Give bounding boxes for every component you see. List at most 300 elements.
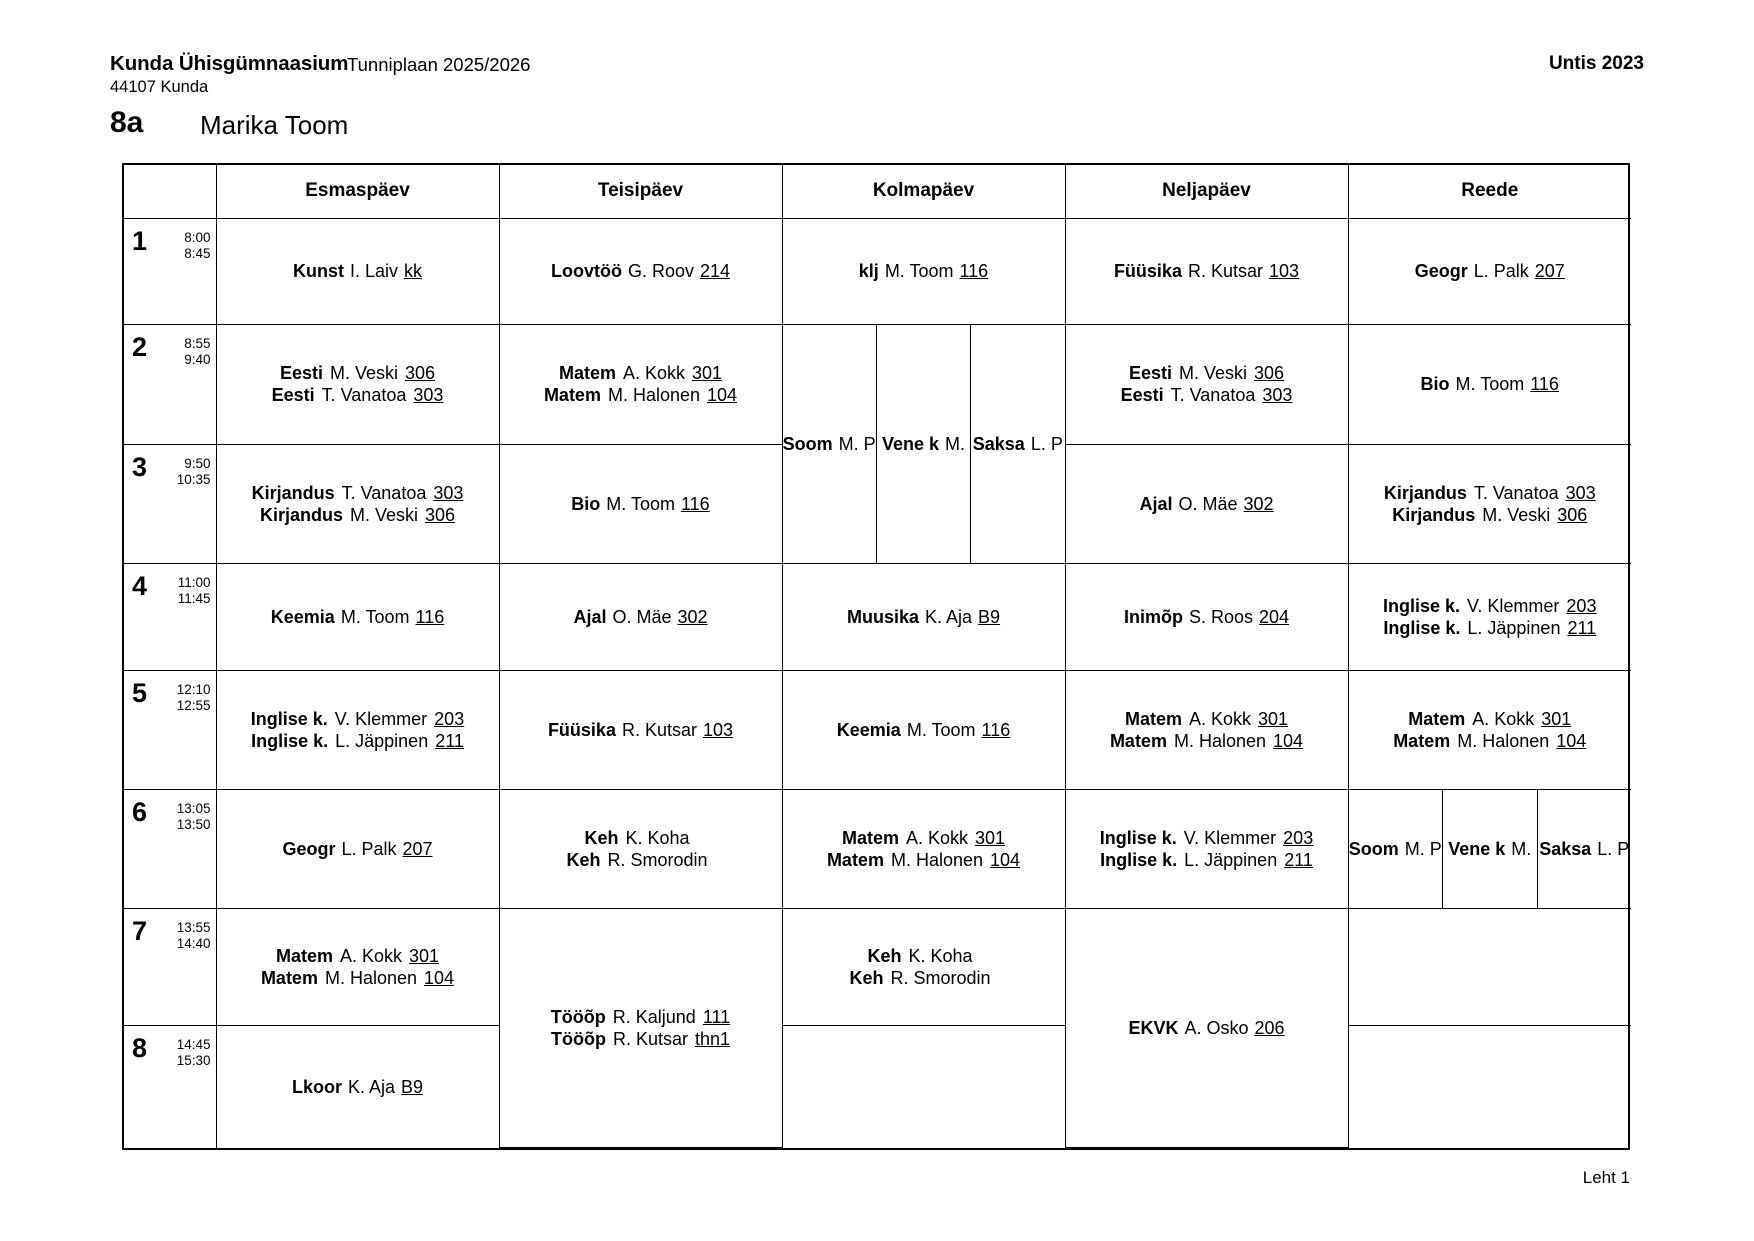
lesson-entry bbox=[849, 967, 997, 989]
lesson-room: 116 bbox=[959, 261, 989, 282]
lesson-teacher: A. Kokk bbox=[1472, 709, 1535, 730]
lesson-subject: Matem bbox=[1408, 709, 1466, 730]
lesson-subject: Eesti bbox=[1128, 363, 1172, 384]
lesson-cell-fri-1[interactable] bbox=[1348, 218, 1631, 324]
lesson-room: 211 bbox=[1284, 850, 1313, 871]
lesson-entry bbox=[1128, 1017, 1284, 1039]
lesson-teacher: M. Halonen bbox=[324, 968, 418, 988]
lesson-teacher: V. Klemmer bbox=[1183, 828, 1277, 849]
lesson-entry bbox=[1383, 595, 1596, 617]
timetable-grid bbox=[122, 163, 1630, 1150]
lesson-teacher: V. Klemmer bbox=[1467, 596, 1560, 617]
lesson-entry bbox=[1129, 362, 1284, 384]
lesson-teacher: G. Roov bbox=[627, 261, 694, 282]
teacher-name: Marika Toom bbox=[200, 110, 349, 140]
language-group-soome[interactable] bbox=[783, 325, 877, 564]
lesson-subject: Keh bbox=[849, 968, 884, 988]
period-cell-5 bbox=[124, 671, 216, 790]
lesson-subject: Kirjandus bbox=[1383, 483, 1467, 503]
lesson-subject: Soom bbox=[782, 433, 833, 454]
class-name: 8a bbox=[110, 106, 144, 139]
lesson-teacher: R. Smorodin bbox=[607, 850, 708, 871]
lesson-cell-wed-2-3-groups[interactable] bbox=[782, 324, 1065, 564]
lesson-room: 207 bbox=[402, 839, 433, 860]
period-times bbox=[177, 1037, 211, 1069]
lesson-cell-wed-1[interactable] bbox=[782, 218, 1065, 324]
lesson-teacher: A. Osko bbox=[1184, 1018, 1249, 1039]
lesson-subject: Inglise k. bbox=[1383, 596, 1461, 617]
lesson-entry bbox=[292, 1076, 423, 1098]
lesson-room: 206 bbox=[1254, 1018, 1285, 1039]
lesson-teacher: L. P bbox=[1597, 838, 1630, 859]
lesson-subject: Geogr bbox=[282, 839, 336, 860]
period-cell-6 bbox=[124, 790, 216, 909]
lesson-cell-thu-5[interactable] bbox=[1065, 671, 1348, 790]
lesson-subject: Eesti bbox=[271, 385, 315, 406]
table-header-row bbox=[124, 165, 1631, 218]
lesson-entry bbox=[1415, 260, 1565, 282]
lesson-room: 302 bbox=[1243, 494, 1274, 514]
lesson-entry bbox=[1100, 849, 1313, 871]
corner-cell bbox=[124, 165, 216, 218]
lesson-entry bbox=[827, 849, 1020, 871]
lesson-entry bbox=[559, 362, 722, 384]
lesson-teacher: T. Vanatoa bbox=[341, 483, 427, 503]
document-header bbox=[110, 52, 1644, 102]
lesson-teacher: L. P bbox=[1030, 433, 1063, 454]
lesson-subject: Keemia bbox=[836, 720, 901, 741]
period-cell-2 bbox=[124, 324, 216, 444]
lesson-entry bbox=[837, 719, 1010, 741]
lesson-teacher: L. Jäppinen bbox=[1184, 850, 1278, 871]
lesson-room: 203 bbox=[1283, 828, 1314, 849]
lesson-subject: Keh bbox=[867, 946, 902, 966]
lesson-subject: Matem bbox=[558, 363, 616, 384]
lesson-cell-tue-6[interactable] bbox=[499, 790, 782, 909]
lesson-cell-wed-8[interactable] bbox=[782, 1025, 1065, 1147]
lesson-room: 301 bbox=[409, 946, 440, 966]
lesson-subject: Loovtöö bbox=[550, 261, 622, 282]
period-start: 14:45 bbox=[176, 1036, 211, 1052]
language-group-split bbox=[1349, 790, 1632, 908]
lesson-teacher: M. Halonen bbox=[890, 850, 984, 871]
period-start: 12:10 bbox=[176, 682, 211, 698]
lesson-cell-tue-7-8[interactable] bbox=[499, 909, 782, 1148]
lesson-room: 306 bbox=[425, 505, 456, 525]
lesson-subject: Matem bbox=[260, 968, 318, 988]
lesson-subject: Eesti bbox=[279, 363, 323, 384]
lesson-entry bbox=[1349, 839, 1442, 860]
lesson-subject: Inglise k. bbox=[251, 731, 329, 752]
lesson-teacher: O. Mäe bbox=[1178, 494, 1238, 514]
lesson-subject: Matem bbox=[1109, 731, 1167, 752]
day-header-thursday: Neljapäev bbox=[1065, 165, 1348, 218]
lesson-entry bbox=[882, 434, 965, 455]
period-cell-4 bbox=[124, 564, 216, 671]
lesson-room: 306 bbox=[1254, 363, 1285, 384]
period-times bbox=[184, 230, 210, 262]
lesson-cell-mon-2[interactable] bbox=[216, 324, 499, 444]
day-header-tuesday: Teisipäev bbox=[499, 165, 782, 218]
lesson-room: kk bbox=[404, 261, 423, 282]
lesson-entry bbox=[566, 849, 714, 871]
lesson-teacher: L. Jäppinen bbox=[1467, 618, 1561, 639]
lesson-cell-fri-4[interactable] bbox=[1348, 564, 1631, 671]
period-number: 5 bbox=[132, 678, 148, 709]
period-end: 11:45 bbox=[177, 591, 211, 607]
lesson-subject: Kirjandus bbox=[1392, 505, 1476, 525]
lesson-subject: Inglise k. bbox=[1383, 618, 1461, 639]
lesson-subject: Keh bbox=[566, 850, 601, 871]
period-start: 8:55 bbox=[184, 335, 211, 351]
lesson-subject: Vene k bbox=[1448, 838, 1506, 859]
period-times bbox=[177, 682, 211, 714]
lesson-room: 303 bbox=[433, 483, 464, 503]
lesson-cell-wed-6[interactable] bbox=[782, 790, 1065, 909]
lesson-cell-thu-2[interactable] bbox=[1065, 324, 1348, 444]
lesson-room: 306 bbox=[405, 363, 436, 384]
lesson-teacher: M. Veski bbox=[1178, 363, 1247, 384]
day-header-friday: Reede bbox=[1348, 165, 1631, 218]
lesson-entry bbox=[1139, 493, 1273, 515]
period-times bbox=[177, 920, 211, 952]
lesson-teacher: M. Halonen bbox=[1457, 731, 1550, 752]
lesson-entry bbox=[261, 967, 454, 989]
lesson-teacher: O. Mäe bbox=[612, 607, 672, 628]
lesson-subject: Geogr bbox=[1414, 261, 1468, 282]
lesson-room: 303 bbox=[1262, 385, 1293, 406]
lesson-subject: Muusika bbox=[846, 607, 919, 628]
lesson-entry bbox=[251, 708, 464, 730]
table-row bbox=[124, 218, 1631, 324]
period-start: 13:05 bbox=[176, 801, 211, 817]
lesson-room: 211 bbox=[435, 731, 464, 752]
lesson-cell-mon-8[interactable] bbox=[216, 1025, 499, 1147]
period-times bbox=[177, 456, 211, 488]
timetable-table bbox=[124, 165, 1631, 1148]
lesson-subject: Füüsika bbox=[1113, 261, 1182, 282]
lesson-subject: Lkoor bbox=[291, 1076, 342, 1097]
lesson-entry bbox=[1448, 839, 1531, 860]
period-start: 11:00 bbox=[177, 575, 211, 591]
lesson-entry bbox=[551, 1006, 730, 1028]
period-start: 8:00 bbox=[184, 229, 211, 245]
lesson-cell-tue-1[interactable] bbox=[499, 218, 782, 324]
lesson-room: 116 bbox=[981, 720, 1011, 741]
lesson-room: 104 bbox=[990, 850, 1021, 871]
lesson-subject: klj bbox=[858, 261, 879, 282]
lesson-entry bbox=[867, 945, 979, 967]
period-number: 3 bbox=[132, 451, 148, 482]
lesson-teacher: L. Palk bbox=[341, 839, 397, 860]
lesson-room: 116 bbox=[415, 607, 445, 628]
lesson-teacher: M. Halonen bbox=[1173, 731, 1267, 752]
language-group-saksa[interactable] bbox=[1538, 790, 1632, 908]
lesson-subject: Keemia bbox=[270, 607, 335, 628]
lesson-entry bbox=[551, 1028, 730, 1050]
lesson-entry bbox=[1384, 482, 1596, 504]
period-end: 8:45 bbox=[184, 245, 211, 261]
lesson-teacher: R. Kutsar bbox=[621, 720, 697, 741]
lesson-entry bbox=[584, 827, 696, 849]
lesson-teacher: K. Aja bbox=[924, 607, 973, 628]
lesson-teacher: A. Kokk bbox=[622, 363, 685, 384]
lesson-entry bbox=[282, 838, 432, 860]
lesson-teacher: M. Veski bbox=[329, 363, 398, 384]
lesson-room: 203 bbox=[1566, 596, 1597, 617]
lesson-teacher: R. Kaljund bbox=[612, 1007, 696, 1028]
lesson-room: B9 bbox=[978, 607, 1001, 628]
lesson-cell-fri-5[interactable] bbox=[1348, 671, 1631, 790]
lesson-cell-wed-5[interactable] bbox=[782, 671, 1065, 790]
table-row bbox=[124, 790, 1631, 909]
period-cell-8 bbox=[124, 1025, 216, 1147]
period-end: 15:30 bbox=[176, 1052, 211, 1068]
lesson-cell-fri-6-groups[interactable] bbox=[1348, 790, 1631, 909]
language-group-soome[interactable] bbox=[1349, 790, 1444, 908]
lesson-room: 104 bbox=[424, 968, 455, 988]
lesson-teacher: L. Palk bbox=[1473, 261, 1529, 282]
lesson-subject: Matem bbox=[543, 385, 601, 406]
lesson-cell-mon-1[interactable] bbox=[216, 218, 499, 324]
lesson-entry bbox=[276, 945, 439, 967]
lesson-teacher: T. Vanatoa bbox=[1170, 385, 1256, 406]
period-end: 10:35 bbox=[176, 471, 211, 487]
language-group-vene[interactable] bbox=[877, 325, 971, 564]
lesson-entry bbox=[1383, 617, 1596, 639]
lesson-entry bbox=[1421, 373, 1559, 395]
period-times bbox=[177, 801, 211, 833]
period-times bbox=[184, 336, 210, 368]
lesson-subject: Kunst bbox=[292, 261, 344, 282]
period-start: 13:55 bbox=[176, 920, 211, 936]
lesson-room: 303 bbox=[1565, 483, 1596, 503]
lesson-teacher: V. Klemmer bbox=[334, 709, 428, 730]
plan-title: Tunniplaan 2025/2026 bbox=[347, 54, 531, 75]
lesson-cell-fri-3[interactable] bbox=[1348, 444, 1631, 564]
lesson-entry bbox=[1539, 839, 1629, 860]
period-start: 9:50 bbox=[184, 455, 211, 471]
lesson-cell-thu-3[interactable] bbox=[1065, 444, 1348, 564]
lesson-cell-wed-7[interactable] bbox=[782, 909, 1065, 1026]
lesson-teacher: R. Kutsar bbox=[1187, 261, 1263, 282]
table-row bbox=[124, 671, 1631, 790]
lesson-entry bbox=[571, 493, 709, 515]
lesson-entry bbox=[271, 606, 444, 628]
lesson-room: 104 bbox=[707, 385, 738, 406]
lesson-teacher: K. Koha bbox=[625, 828, 690, 849]
lesson-entry bbox=[272, 384, 444, 406]
lesson-room: thn1 bbox=[694, 1029, 731, 1050]
lesson-subject: Eesti bbox=[1120, 385, 1164, 406]
lesson-cell-thu-1[interactable] bbox=[1065, 218, 1348, 324]
period-cell-7 bbox=[124, 909, 216, 1026]
lesson-cell-mon-4[interactable] bbox=[216, 564, 499, 671]
school-name: Kunda Ühisgümnaasium bbox=[110, 52, 349, 75]
page-footer: Leht 1 bbox=[1582, 1168, 1630, 1187]
lesson-cell-mon-5[interactable] bbox=[216, 671, 499, 790]
lesson-subject: Inimõp bbox=[1123, 607, 1183, 628]
lesson-subject: Inglise k. bbox=[1099, 828, 1177, 849]
lesson-teacher: M. Toom bbox=[906, 720, 976, 741]
lesson-subject: Tööõp bbox=[550, 1029, 606, 1050]
period-number: 8 bbox=[132, 1032, 148, 1063]
lesson-teacher: M. Veski bbox=[1482, 505, 1551, 525]
table-row bbox=[124, 909, 1631, 1026]
lesson-entry bbox=[1114, 260, 1299, 282]
lesson-subject: Kirjandus bbox=[259, 505, 343, 525]
lesson-subject: Bio bbox=[571, 494, 601, 514]
lesson-entry bbox=[280, 362, 435, 384]
lesson-teacher: M. Toom bbox=[340, 607, 410, 628]
lesson-room: 207 bbox=[1534, 261, 1565, 282]
period-times bbox=[178, 575, 211, 607]
lesson-entry bbox=[1110, 730, 1303, 752]
lesson-room: 301 bbox=[1541, 709, 1572, 730]
lesson-cell-fri-7[interactable] bbox=[1348, 909, 1631, 1026]
lesson-cell-mon-3[interactable] bbox=[216, 444, 499, 564]
lesson-subject: Saksa bbox=[1539, 838, 1592, 859]
lesson-teacher: R. Kutsar bbox=[612, 1029, 688, 1050]
lesson-cell-fri-2[interactable] bbox=[1348, 324, 1631, 444]
lesson-cell-thu-4[interactable] bbox=[1065, 564, 1348, 671]
lesson-room: 306 bbox=[1557, 505, 1588, 525]
lesson-teacher: R. Smorodin bbox=[890, 968, 991, 988]
period-end: 9:40 bbox=[184, 351, 211, 367]
lesson-subject: Soom bbox=[1348, 838, 1399, 859]
period-number: 2 bbox=[132, 331, 148, 362]
lesson-entry bbox=[252, 482, 464, 504]
lesson-cell-thu-6[interactable] bbox=[1065, 790, 1348, 909]
table-row bbox=[124, 1025, 1631, 1147]
lesson-teacher: M. Halonen bbox=[607, 385, 701, 406]
lesson-cell-tue-4[interactable] bbox=[499, 564, 782, 671]
lesson-teacher: K. Koha bbox=[908, 946, 973, 966]
lesson-room: 116 bbox=[1530, 374, 1559, 395]
lesson-teacher: S. Roos bbox=[1188, 607, 1253, 628]
period-number: 6 bbox=[132, 797, 148, 828]
lesson-teacher: T. Vanatoa bbox=[1473, 483, 1559, 503]
lesson-cell-tue-3[interactable] bbox=[499, 444, 782, 564]
lesson-teacher: M. Toom bbox=[606, 494, 675, 514]
lesson-teacher: I. Laiv bbox=[349, 261, 399, 282]
lesson-cell-mon-7[interactable] bbox=[216, 909, 499, 1026]
lesson-entry bbox=[1100, 827, 1313, 849]
lesson-cell-thu-7-8[interactable] bbox=[1065, 909, 1348, 1148]
lesson-entry bbox=[293, 260, 422, 282]
lesson-room: 301 bbox=[1258, 709, 1289, 730]
period-number: 1 bbox=[132, 225, 148, 256]
lesson-room: 214 bbox=[699, 261, 731, 282]
lesson-room: 104 bbox=[1556, 731, 1587, 752]
lesson-room: 301 bbox=[975, 828, 1006, 849]
language-group-saksa[interactable] bbox=[971, 325, 1064, 564]
lesson-entry bbox=[573, 606, 707, 628]
lesson-room: 203 bbox=[434, 709, 465, 730]
lesson-room: 211 bbox=[1567, 618, 1597, 639]
lesson-subject: Inglise k. bbox=[250, 709, 328, 730]
lesson-subject: Matem bbox=[1393, 731, 1451, 752]
lesson-cell-tue-5[interactable] bbox=[499, 671, 782, 790]
lesson-subject: Vene k bbox=[881, 433, 940, 454]
period-number: 7 bbox=[132, 916, 148, 947]
lesson-subject: Matem bbox=[826, 850, 884, 871]
lesson-cell-wed-4[interactable] bbox=[782, 564, 1065, 671]
period-cell-3 bbox=[124, 444, 216, 564]
lesson-teacher: M. Toom bbox=[1455, 374, 1525, 395]
software-label: Untis 2023 bbox=[1548, 53, 1644, 74]
period-number: 4 bbox=[132, 571, 148, 602]
lesson-cell-tue-2[interactable] bbox=[499, 324, 782, 444]
lesson-subject: Saksa bbox=[972, 433, 1025, 454]
lesson-subject: EKVK bbox=[1128, 1018, 1179, 1039]
lesson-room: 116 bbox=[680, 494, 710, 514]
lesson-teacher: A. Kokk bbox=[339, 946, 402, 966]
day-header-monday: Esmaspäev bbox=[216, 165, 499, 218]
day-header-wednesday: Kolmapäev bbox=[782, 165, 1065, 218]
lesson-room: 303 bbox=[413, 385, 444, 406]
lesson-entry bbox=[973, 434, 1063, 455]
lesson-cell-mon-6[interactable] bbox=[216, 790, 499, 909]
lesson-room: 103 bbox=[703, 720, 734, 741]
lesson-subject: Kirjandus bbox=[251, 483, 335, 503]
lesson-entry bbox=[859, 260, 988, 282]
lesson-subject: Tööõp bbox=[550, 1007, 606, 1028]
lesson-room: 111 bbox=[702, 1007, 731, 1028]
lesson-room: 204 bbox=[1258, 607, 1290, 628]
lesson-subject: Keh bbox=[584, 828, 619, 849]
lesson-subject: Füüsika bbox=[547, 720, 616, 741]
period-end: 14:40 bbox=[176, 936, 211, 952]
lesson-entry bbox=[1393, 730, 1586, 752]
lesson-room: 104 bbox=[1273, 731, 1304, 752]
lesson-entry bbox=[783, 434, 876, 455]
lesson-subject: Ajal bbox=[1139, 494, 1173, 514]
lesson-cell-fri-8[interactable] bbox=[1348, 1025, 1631, 1147]
lesson-teacher: K. Aja bbox=[347, 1076, 395, 1097]
lesson-subject: Matem bbox=[841, 828, 899, 849]
lesson-entry bbox=[842, 827, 1005, 849]
lesson-teacher: A. Kokk bbox=[905, 828, 968, 849]
lesson-teacher: M. bbox=[945, 433, 966, 454]
school-address: 44107 Kunda bbox=[110, 78, 209, 96]
lesson-room: 103 bbox=[1269, 261, 1300, 282]
lesson-entry bbox=[1392, 504, 1587, 526]
lesson-teacher: A. Kokk bbox=[1188, 709, 1251, 730]
lesson-subject: Matem bbox=[275, 946, 333, 966]
lesson-teacher: M. P bbox=[1404, 838, 1442, 859]
lesson-entry bbox=[548, 719, 733, 741]
table-row bbox=[124, 564, 1631, 671]
lesson-subject: Inglise k. bbox=[1100, 850, 1178, 871]
lesson-teacher: M. Toom bbox=[884, 261, 954, 282]
period-cell-1 bbox=[124, 218, 216, 324]
lesson-room: B9 bbox=[401, 1076, 424, 1097]
lesson-entry bbox=[1125, 708, 1288, 730]
language-group-vene[interactable] bbox=[1443, 790, 1538, 908]
lesson-entry bbox=[260, 504, 455, 526]
period-end: 12:55 bbox=[176, 698, 211, 714]
lesson-teacher: M. P bbox=[838, 433, 876, 454]
lesson-entry bbox=[251, 730, 464, 752]
lesson-subject: Matem bbox=[1124, 709, 1182, 730]
lesson-entry bbox=[847, 606, 1000, 628]
lesson-entry bbox=[544, 384, 737, 406]
period-end: 13:50 bbox=[176, 817, 211, 833]
language-group-split bbox=[783, 325, 1065, 564]
lesson-entry bbox=[551, 260, 730, 282]
lesson-entry bbox=[1408, 708, 1571, 730]
